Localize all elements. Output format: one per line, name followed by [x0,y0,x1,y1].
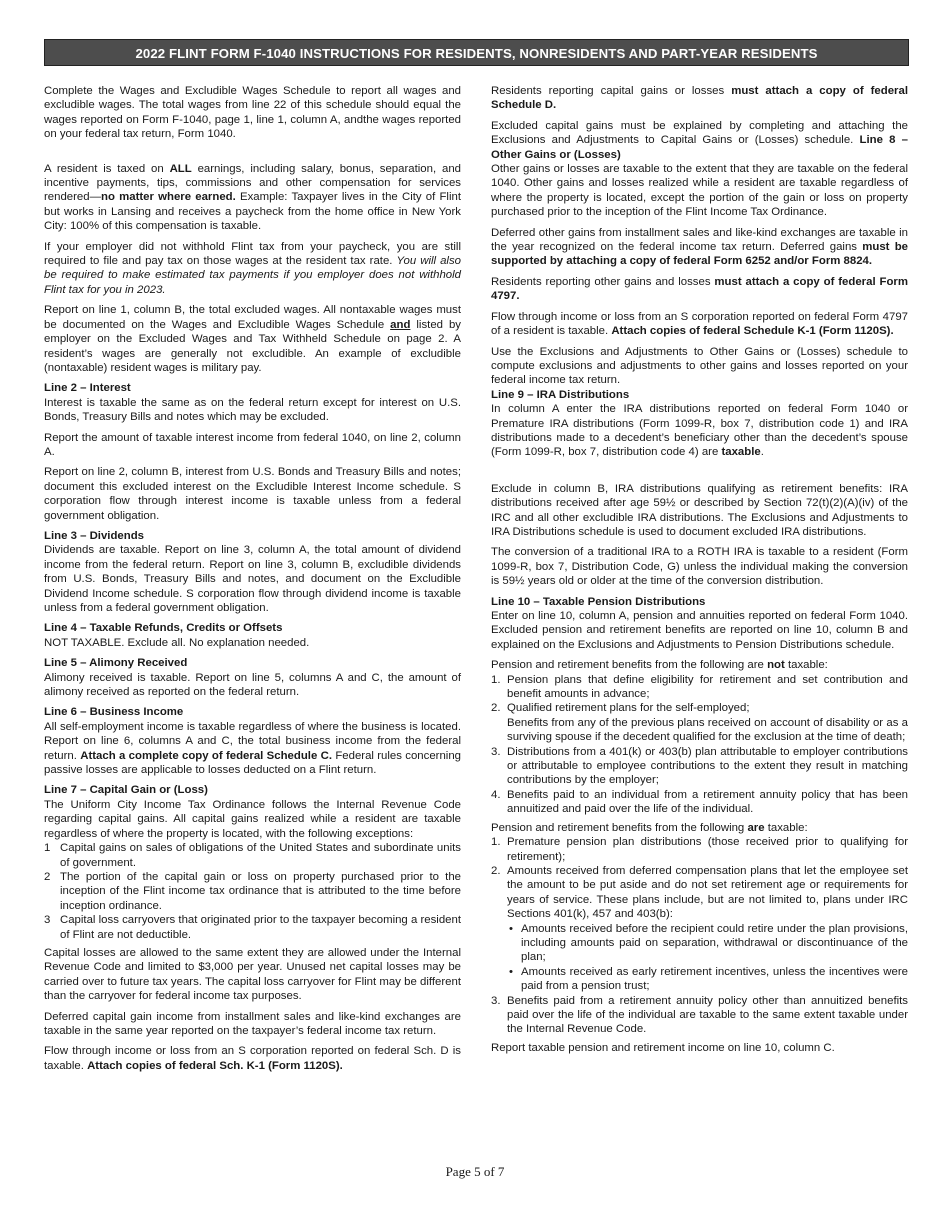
line-9-text-3: The conversion of a traditional IRA to a ROTH IRA is taxable to a resident (Form 1099-R, box 7, Distribution Code, G) unless the individual making the conversion is 59½ years old or older at the time of the conversion distribution. [491,546,908,588]
line-7-heading: Line 7 – Capital Gain or (Loss) [44,784,208,797]
line-4-heading: Line 4 – Taxable Refunds, Credits or Offsets [44,622,283,635]
are-taxable-list [491,835,908,1037]
line-2-text-2: Report the amount of taxable interest income from federal 1040, on line 2, column A. [44,431,461,458]
deferred-compensation-bullets [507,922,908,994]
list-item: 1. Premature pension plan distributions (those received prior to qualifying for retirement); [491,836,908,863]
list-item: 3. Benefits paid from a retirement annuity policy other than annuitized benefits paid over the life of the individual are taxable to the same extent taxable under the Internal Revenue Code. [491,994,908,1036]
capital-gain-exceptions-list [44,841,461,942]
bullet-item: • Amounts received before the recipient could retire under the plan provisions, including amounts paid on separation, withdrawal or discontinuance of the plan; [507,922,908,965]
excluded-wages-paragraph: Report on line 1, column B, the total excluded wages. All nontaxable wages must be documented on the Wages and Excludible Wages Schedule and listed by employer on the Excluded Wages and Tax Withheld Schedule on page 2. A resident’s wages are generally not excludible. An example of excludible (nontaxable) resident wages is military pay. [44,304,461,374]
not-taxable-intro: Pension and retirement benefits from the following are not taxable: [491,659,828,672]
wages-schedule-paragraph: Complete the Wages and Excludible Wages Schedule to report all wages and excludible wages. The total wages from line 22 of this schedule should equal the wages reported on Form F-1040, page 1, line 1, column A, andthe wages reported on your federal tax return, Form 1040. [44,85,461,141]
s-corp-flow-through-paragraph: Flow through income or loss from an S corporation reported on federal Sch. D is taxable. Attach copies of federal Sch. K-1 (Form 1120S). [44,1045,461,1072]
s-corp-4797-paragraph: Flow through income or loss from an S corporation reported on federal Form 4797 of a resident is taxable. Attach copies of federal Schedule K-1 (Form 1120S). [491,310,908,338]
line-10-report-paragraph: Report taxable pension and retirement income on line 10, column C. [491,1041,835,1054]
list-item: 3. Distributions from a 401(k) or 403(b) plan attributable to employer contributions or attributable to employee contributions to the extent they result in matching contributions by the employer; [491,745,908,787]
list-item: 2 The portion of the capital gain or loss on property purchased prior to the inception of the Flint income tax ordinance that is attributed to the time before inception ordinance. [44,870,461,912]
line-6-heading: Line 6 – Business Income [44,706,184,719]
line-10-text-1: Enter on line 10, column A, pension and annuities reported on federal Form 1040. Excluded pension and retirement benefits are reported on line 10, column B and explained on the Exclusions and Adjustments to Pension Distributions schedule. [491,610,908,651]
right-column [491,84,908,1061]
list-item: 1 Capital gains on sales of obligations of the United States and subordinate units of government. [44,842,461,869]
line-10-heading: Line 10 – Taxable Pension Distributions [491,595,706,608]
line-6-text: All self-employment income is taxable regardless of where the business is located. Report on line 6, columns A and C, the total business income from the federal return. Attach a complete copy of federal Schedule C. Federal rules concerning passive losses are applicable to losses deducted on a Flint return. [44,720,461,777]
other-gains-schedule-paragraph: Use the Exclusions and Adjustments to Other Gains or (Losses) schedule to compute exclusions and adjustments to other gains and losses reported on your federal income tax return. [491,345,908,387]
line-5-heading: Line 5 – Alimony Received [44,657,188,670]
list-item: 2. Qualified retirement plans for the self-employed; Benefits from any of the previous plans received on account of disability or as a surviving spouse if the decedent qualified for the exclusion at the time of death; [491,702,908,744]
resident-taxed-paragraph: A resident is taxed on ALL earnings, including salary, bonus, separation, and incentive payments, tips, commissions and other compensation for services rendered—no matter where earned. Example: Taxpayer lives in the City of Flint but works in Lansing and receives a paycheck from the home office in New York City: 100% of this compensation is taxable. [44,162,462,233]
line-8-text: Other gains or losses are taxable to the extent that they are taxable on the federal 1040. Other gains and losses realized while a resident are taxable regardless of where the property is located, except the portion of the gain or loss on property purchased prior to the inception of the Flint Income Tax Ordinance. [491,163,908,219]
line-7-text: The Uniform City Income Tax Ordinance follows the Internal Revenue Code regarding capital gains. All capital gains realized while a resident are taxable regardless of where the property is located, with the following exceptions: [44,798,461,840]
employer-withhold-paragraph: If your employer did not withhold Flint tax from your paycheck, you are still required to file and pay tax on those wages at the resident tax rate. You will also be required to make estimated tax payments if you employer does not withhold Flint tax for you in 2023. [44,240,461,296]
line-9-text-2: Exclude in column B, IRA distributions qualifying as retirement benefits: IRA distributions received after age 59½ or described by Section 72(t)(2)(A)(iv) of the IRC and all other excludible IRA distributions. The Exclusions and Adjustments to IRA Distributions schedule is used to document excluded IRA distributions. [491,482,908,538]
line-4-text: NOT TAXABLE. Exclude all. No explanation needed. [44,636,310,649]
deferred-capital-gain-paragraph: Deferred capital gain income from installment sales and like-kind exchanges are taxable in the same year reported on the taxpayer’s federal income tax return. [44,1010,461,1037]
line-9-heading: Line 9 – IRA Distributions [491,388,630,401]
list-item: 1. Pension plans that define eligibility for retirement and set contribution and benefit amounts in advance; [491,673,908,701]
not-taxable-list [491,673,908,817]
deferred-other-gains-paragraph: Deferred other gains from installment sales and like-kind exchanges are taxable in the year recognized on the federal income tax return. Deferred gains must be supported by attaching a copy of federal Form 6252 and/or Form 8824. [491,226,908,268]
list-item: 2. Amounts received from deferred compensation plans that let the employee set the amount to be put aside and do not set retirement age or requirements for years of service. These plans include, but are not limited to, plans under IRC Sections 401(k), 457 and 403(b): • Amounts received before the recipient could retire under the plan provisions, including amounts paid on separation, withdrawal or discontinuance of the plan; • Amounts received as early retirement incentives, unless the incentives were paid from a pension trust; [491,864,908,994]
line-3-text: Dividends are taxable. Report on line 3, column A, the total amount of dividend income from the federal return. Report on line 3, column B, excludible dividends from U.S. Bonds, Treasury Bills and notes, and document on the Excludible Dividend Income schedule. S corporation flow through dividend income is taxable unless from a federal government obligation. [44,544,461,614]
page-number: Page 5 of 7 [445,1164,505,1179]
line-9-text-1: In column A enter the IRA distributions reported on federal Form 1040 or Premature IRA distributions (Form 1099-R, box 7, distribution code 1) and IRA distributions made to a decedent’s beneficiary other than the decedent’s spouse (Form 1099-R, box 7, distribution code 4) are taxable. [491,403,908,459]
other-gains-attach-paragraph: Residents reporting other gains and losses must attach a copy of federal Form 4797. [491,275,908,303]
bullet-item: • Amounts received as early retirement incentives, unless the incentives were paid from a pension trust; [507,965,908,994]
excluded-capital-gains-paragraph: Excluded capital gains must be explained by completing and attaching the Exclusions and Adjustments to Capital Gains or (Losses) schedule. Line 8 – Other Gains or (Losses) [491,119,908,161]
line-5-text: Alimony received is taxable. Report on line 5, columns A and C, the amount of alimony received as reported on the federal return. [44,671,461,699]
list-item: 3 Capital loss carryovers that originated prior to the taxpayer becoming a resident of Flint are not deductible. [44,914,461,941]
line-3-heading: Line 3 – Dividends [44,529,145,542]
line-2-text-1: Interest is taxable the same as on the federal return except for interest on U.S. Bonds, Treasury Bills and notes which may be excluded. [44,396,461,424]
line-2-heading: Line 2 – Interest [44,382,131,395]
list-item: 4. Benefits paid to an individual from a retirement annuity policy that has been annuitized and paid over the life of the individual. [491,788,908,816]
line-2-text-3: Report on line 2, column B, interest from U.S. Bonds and Treasury Bills and notes; document this excluded interest on the Excludible Interest Income schedule. S corporation flow through interest income is taxable unless from a federal government obligation. [44,466,461,522]
capital-gains-attach-paragraph: Residents reporting capital gains or losses must attach a copy of federal Schedule D. [491,85,908,112]
are-taxable-intro: Pension and retirement benefits from the following are taxable: [491,821,808,834]
capital-losses-paragraph: Capital losses are allowed to the same extent they are allowed under the Internal Revenue Code and limited to $3,000 per year. Unused net capital losses may be carried over to future tax years. The capital loss carryover for Flint may be different than the carryover for federal income tax purposes. [44,946,461,1003]
left-column [44,84,461,1079]
page-header-banner: 2022 FLINT FORM F-1040 INSTRUCTIONS FOR RESIDENTS, NONRESIDENTS AND PART-YEAR RESIDENTS [44,39,909,66]
